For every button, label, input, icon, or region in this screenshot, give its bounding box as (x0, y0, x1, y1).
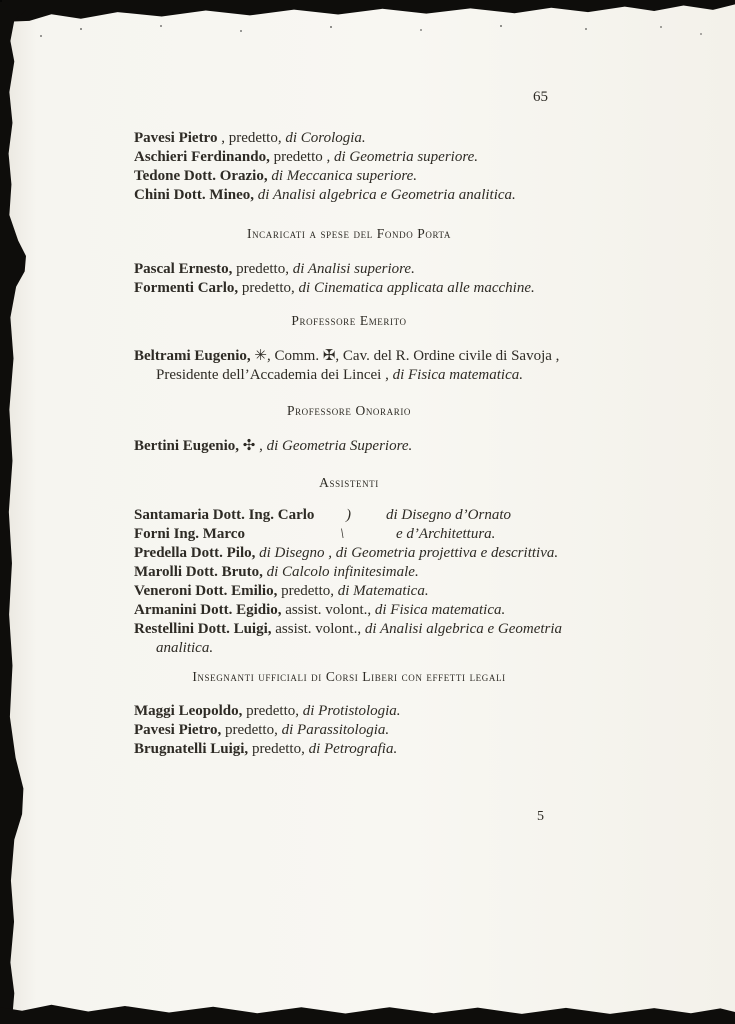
entry-beltrami (134, 347, 564, 385)
entry-subject: di Fisica matematica. (392, 367, 523, 383)
entry-subject: di Analisi algebrica e Geometria analitica. (257, 187, 516, 203)
savoy-cross-icon: ✠ (322, 348, 336, 364)
entry-note: predetto, (277, 583, 338, 599)
person-name: Pavesi Pietro, (134, 722, 222, 738)
entry-note: predetto, (242, 703, 303, 719)
entry-subject: di Geometria superiore. (334, 149, 479, 165)
entry-armanini (134, 601, 564, 620)
scan-speckles (0, 0, 2, 2)
entry-marolli (134, 563, 564, 582)
person-name: Maggi Leopoldo, (134, 703, 243, 719)
entry-note: predetto , (269, 149, 334, 165)
entry-bertini (134, 437, 564, 456)
person-name: Tedone Dott. Orazio, (134, 168, 268, 184)
entry-note: predetto, (238, 280, 299, 296)
page-number: 65 (533, 89, 548, 105)
entry-restellini (134, 620, 564, 658)
order-medal-icon: ✳ (254, 348, 267, 364)
entry-note: , (255, 438, 267, 454)
group-brace: ) (346, 507, 351, 523)
entry-note: , predetto, (217, 130, 286, 146)
person-name: Aschieri Ferdinando, (134, 149, 270, 165)
entry-subject: di Fisica matematica. (374, 602, 506, 618)
person-name: Santamaria Dott. Ing. Carlo (134, 507, 315, 523)
entry-subject: di Parassitologia. (281, 722, 390, 738)
person-name: Pavesi Pietro (134, 130, 218, 146)
section-heading-assistenti: Assistenti (319, 475, 379, 490)
entry-tedone (134, 167, 564, 186)
entry-veneroni (134, 582, 564, 601)
entry-subject: di Disegno d’Ornato (386, 507, 511, 523)
entry-note: assist. volont., (271, 621, 365, 637)
person-name: Bertini Eugenio, (134, 438, 240, 454)
entry-predella (134, 544, 564, 563)
entry-brugnatelli (134, 740, 564, 759)
person-name: Pascal Ernesto, (134, 261, 233, 277)
entry-subject: di Calcolo infinitesimale. (266, 564, 419, 580)
scan-artifact-left-edge (0, 0, 26, 1024)
entry-pavesi (134, 129, 564, 148)
person-name: Brugnatelli Luigi, (134, 741, 249, 757)
entry-forni (134, 525, 564, 544)
section-heading-professore-emerito: Professore Emerito (291, 313, 407, 328)
person-name: Armanini Dott. Egidio, (134, 602, 282, 618)
scan-artifact-bottom-edge (0, 1000, 735, 1024)
entry-aschieri (134, 148, 564, 167)
person-name: Forni Ing. Marco (134, 526, 245, 542)
entry-pavesi-2 (134, 721, 564, 740)
assistenti-list (134, 506, 564, 658)
entry-maggi (134, 702, 564, 721)
entry-subject: di Corologia. (285, 130, 366, 146)
person-name: Formenti Carlo, (134, 280, 239, 296)
person-name: Restellini Dott. Luigi, (134, 621, 272, 637)
section-heading-corsi-liberi: Insegnanti ufficiali di Corsi Liberi con effetti legali (192, 669, 506, 684)
entry-note: predetto, (232, 261, 293, 277)
entry-chini (134, 186, 564, 205)
cross-icon: ✣ (242, 438, 256, 454)
section-heading-professore-onorario: Professore Onorario (286, 403, 412, 418)
person-name: Marolli Dott. Bruto, (134, 564, 263, 580)
entry-subject: di Cinematica applicata alle macchine. (298, 280, 535, 296)
fondo-porta-list (134, 260, 564, 298)
section-heading-fondo-porta: Incaricati a spese del Fondo Porta (246, 226, 452, 241)
group-brace: \ (340, 526, 345, 542)
professors-list (134, 129, 564, 205)
entry-subject: di Analisi superiore. (292, 261, 415, 277)
entry-subject: di Protistologia. (302, 703, 401, 719)
signature-number: 5 (537, 809, 544, 824)
person-name: Veneroni Dott. Emilio, (134, 583, 278, 599)
scan-artifact-top-edge (0, 0, 735, 22)
corsi-liberi-list (134, 702, 564, 759)
entry-note: predetto, (221, 722, 282, 738)
entry-subject: di Analisi algebrica e Geometria analitica. (156, 621, 563, 656)
person-name: Chini Dott. Mineo, (134, 187, 254, 203)
entry-subject: di Geometria Superiore. (266, 438, 413, 454)
entry-note: predetto, (248, 741, 309, 757)
entry-note: , Cav. del R. Ordine civile di Savoja , Presidente dell’Accademia dei Lincei , (156, 348, 560, 383)
entry-pascal (134, 260, 564, 279)
entry-subject: di Disegno , di Geometria projettiva e descrittiva. (255, 545, 559, 561)
entry-subject: di Meccanica superiore. (271, 168, 418, 184)
entry-subject: di Petrografia. (308, 741, 398, 757)
person-name: Predella Dott. Pilo, (134, 545, 256, 561)
entry-note: assist. volont., (281, 602, 375, 618)
entry-note: , Comm. (267, 348, 323, 364)
entry-formenti (134, 279, 564, 298)
person-name: Beltrami Eugenio, (134, 348, 251, 364)
entry-subject: di Matematica. (337, 583, 429, 599)
page-content (134, 88, 564, 826)
entry-subject: e d’Architettura. (396, 526, 496, 542)
entry-santamaria (134, 506, 564, 525)
